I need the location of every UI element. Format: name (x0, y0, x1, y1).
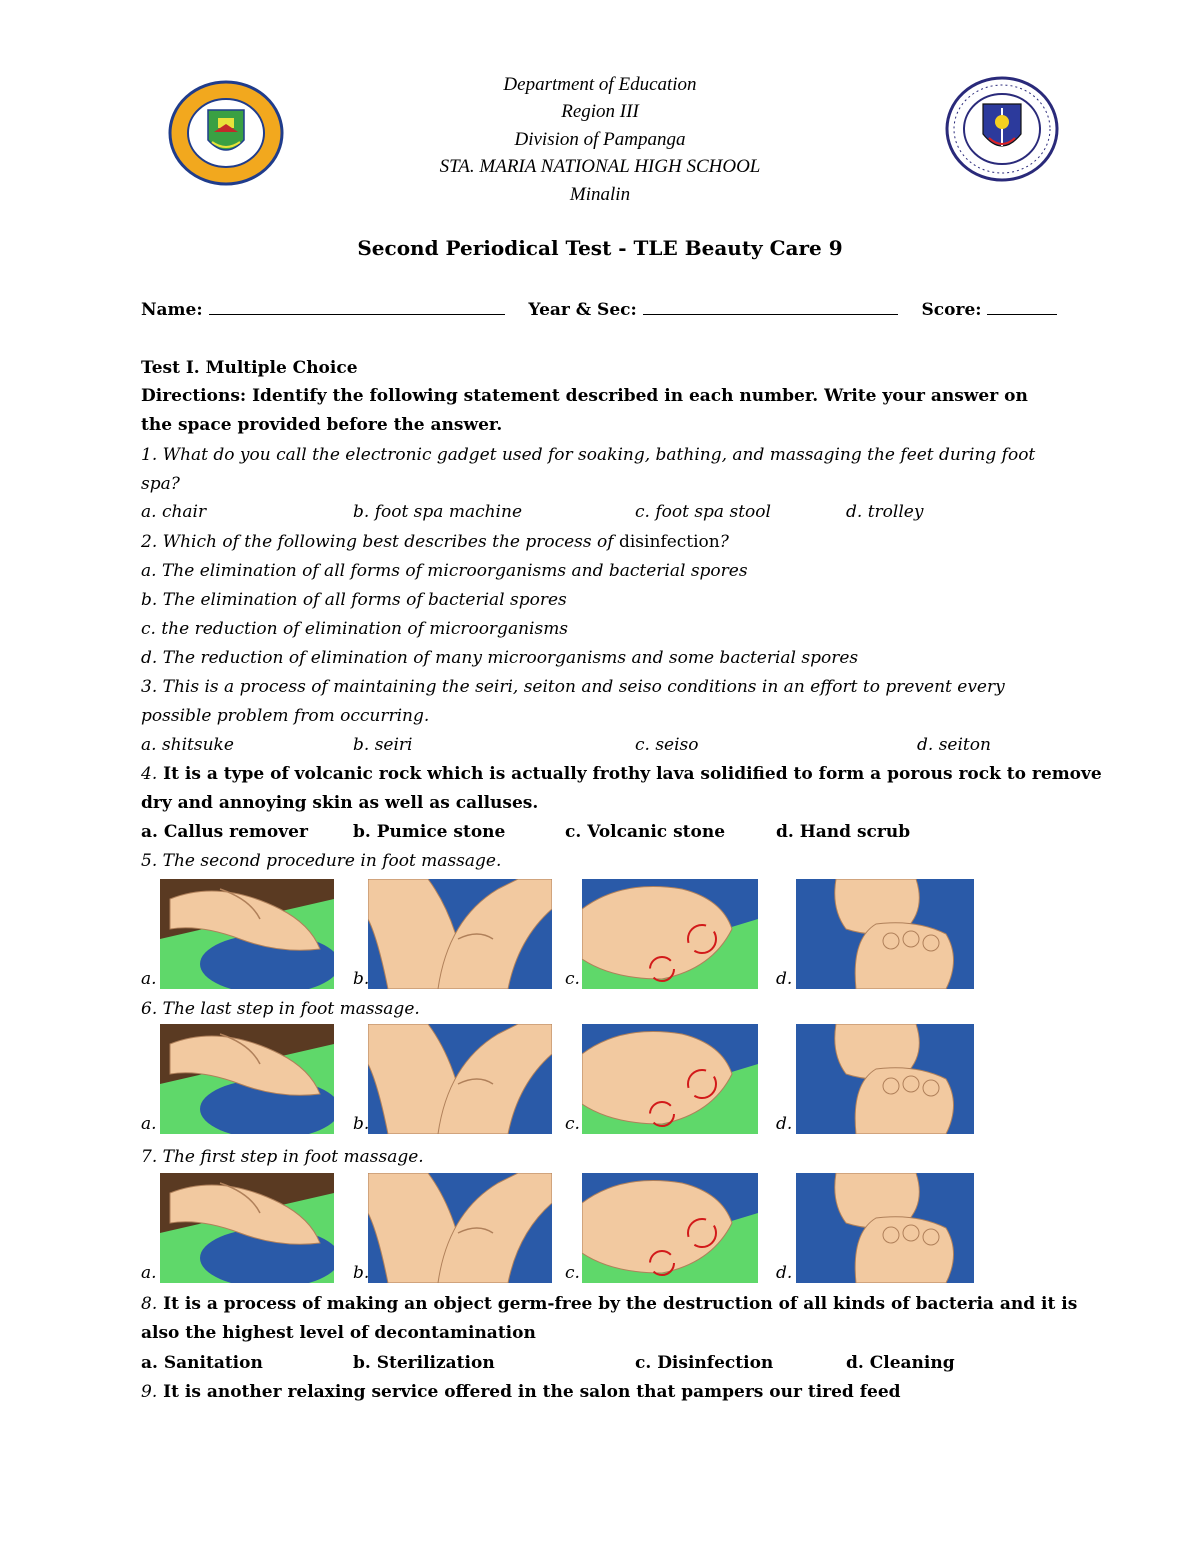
q3-text-2: possible problem from occurring. (141, 706, 430, 726)
q6-foot-massage-toes-image (796, 1024, 974, 1134)
q1-option-d: d. trolley (846, 502, 924, 522)
q5-image-label-b: b. (353, 969, 370, 989)
q5-foot-massage-pillow-image (160, 879, 334, 989)
header-school: STA. MARIA NATIONAL HIGH SCHOOL (439, 156, 761, 177)
score-label: Score: (921, 300, 982, 320)
q8-option-d: d. Cleaning (846, 1353, 955, 1373)
page-title: Second Periodical Test - TLE Beauty Care 9 (357, 236, 843, 260)
q1-option-c: c. foot spa stool (635, 502, 771, 522)
q8-number: 8. (141, 1294, 158, 1314)
q5-image-label-c: c. (565, 969, 580, 989)
q9-text-body: It is another relaxing service offered in the salon that pampers our tired feed (157, 1382, 901, 1402)
q4-option-c: c. Volcanic stone (565, 822, 726, 842)
score-blank[interactable] (987, 300, 1057, 315)
q5-text: 5. The second procedure in foot massage. (141, 851, 502, 871)
q3-option-c: c. seiso (635, 735, 699, 755)
q3-option-d: d. seiton (917, 735, 991, 755)
q6-image-label-c: c. (565, 1114, 580, 1134)
q2-option-d: d. The reduction of elimination of many microorganisms and some bacterial spores (141, 648, 859, 668)
q6-image-label-b: b. (353, 1114, 370, 1134)
school-seal-icon (168, 80, 284, 186)
q9-number: 9. (141, 1382, 158, 1402)
q7-foot-massage-sole-image (368, 1173, 552, 1283)
q8-option-a: a. Sanitation (141, 1353, 263, 1373)
q9-text (141, 1382, 901, 1402)
q7-foot-massage-circles-image (582, 1173, 758, 1283)
q1-text-2: spa? (141, 474, 180, 494)
directions-line-1: Directions: Identify the following statement described in each number. Write your answer on (141, 386, 1028, 406)
q7-foot-massage-pillow-image (160, 1173, 334, 1283)
header-region: Region III (561, 101, 639, 122)
q7-foot-massage-toes-image (796, 1173, 974, 1283)
q3-option-a: a. shitsuke (141, 735, 234, 755)
q7-image-label-d: d. (776, 1263, 793, 1283)
q1-text-1: 1. What do you call the electronic gadget used for soaking, bathing, and massaging the feet during foot (141, 445, 1036, 465)
q1-option-a: a. chair (141, 502, 207, 522)
q7-text: 7. The first step in foot massage. (141, 1147, 424, 1167)
q6-image-label-d: d. (776, 1114, 793, 1134)
q2-option-b: b. The elimination of all forms of bacterial spores (141, 590, 567, 610)
q6-image-label-a: a. (141, 1114, 157, 1134)
q2-text-pre: 2. Which of the following best describes the process of (141, 532, 619, 552)
header-department: Department of Education (503, 74, 697, 95)
q2-keyword: disinfection (618, 532, 720, 552)
q3-text-1: 3. This is a process of maintaining the seiri, seiton and seiso conditions in an effort to prevent every (141, 677, 1005, 697)
q4-option-b: b. Pumice stone (353, 822, 506, 842)
name-label: Name: (141, 300, 203, 320)
q4-option-d: d. Hand scrub (776, 822, 911, 842)
q4-text-2: dry and annoying skin as well as calluses. (141, 793, 539, 813)
q2-text-post: ? (719, 532, 729, 552)
q5-image-label-a: a. (141, 969, 157, 989)
q2-option-c: c. the reduction of elimination of microorganisms (141, 619, 569, 639)
q6-foot-massage-sole-image (368, 1024, 552, 1134)
q7-image-label-c: c. (565, 1263, 580, 1283)
q3-option-b: b. seiri (353, 735, 413, 755)
q2-text (141, 532, 729, 552)
deped-seal-icon (945, 76, 1059, 182)
q4-option-a: a. Callus remover (141, 822, 308, 842)
q4-text-1 (141, 764, 1102, 784)
header-division: Division of Pampanga (514, 129, 686, 150)
test-heading: Test I. Multiple Choice (141, 358, 358, 378)
q8-text-1 (141, 1294, 1077, 1314)
q5-foot-massage-sole-image (368, 879, 552, 989)
q8-option-b: b. Sterilization (353, 1353, 495, 1373)
q5-foot-massage-circles-image (582, 879, 758, 989)
q6-foot-massage-circles-image (582, 1024, 758, 1134)
q4-text-1-body: It is a type of volcanic rock which is actually frothy lava solidified to form a porous rock to remove (157, 764, 1102, 784)
q7-image-label-b: b. (353, 1263, 370, 1283)
q4-number: 4. (141, 764, 158, 784)
q1-option-b: b. foot spa machine (353, 502, 523, 522)
name-blank[interactable] (209, 300, 505, 315)
header-town: Minalin (569, 184, 631, 205)
student-info-row (141, 300, 1057, 320)
q8-text-1-body: It is a process of making an object germ-free by the destruction of all kinds of bacteria and it is (157, 1294, 1078, 1314)
q8-text-2: also the highest level of decontamination (141, 1323, 536, 1343)
q8-option-c: c. Disinfection (635, 1353, 774, 1373)
year-sec-label: Year & Sec: (528, 300, 637, 320)
directions-line-2: the space provided before the answer. (141, 415, 503, 435)
q6-foot-massage-pillow-image (160, 1024, 334, 1134)
q5-foot-massage-toes-image (796, 879, 974, 989)
q7-image-label-a: a. (141, 1263, 157, 1283)
q6-text: 6. The last step in foot massage. (141, 999, 420, 1019)
q2-option-a: a. The elimination of all forms of microorganisms and bacterial spores (141, 561, 748, 581)
year-sec-blank[interactable] (643, 300, 898, 315)
q5-image-label-d: d. (776, 969, 793, 989)
